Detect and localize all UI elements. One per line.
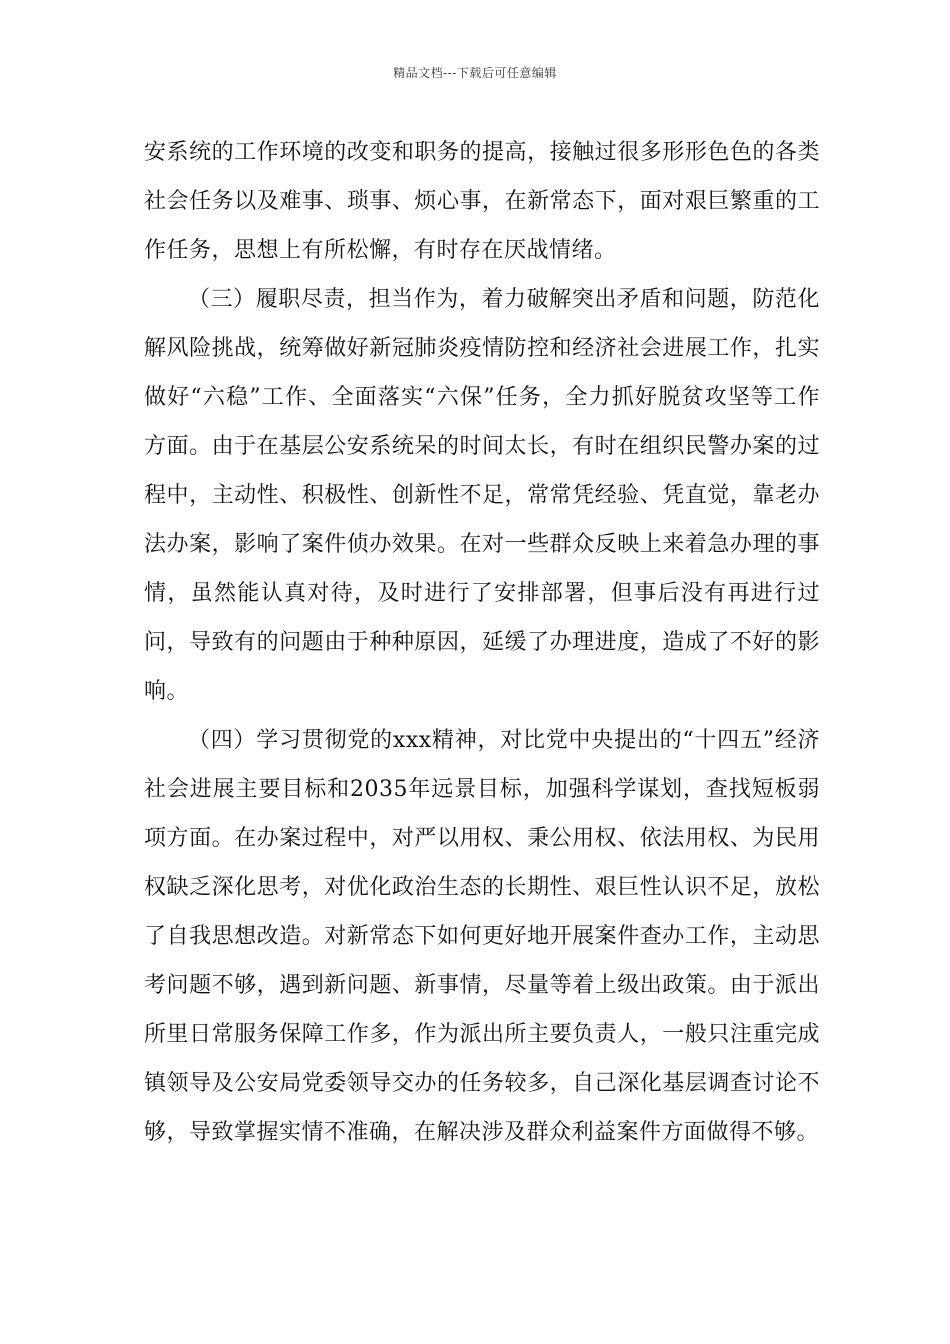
paragraph-1: 安系统的工作环境的改变和职务的提高，接触过很多形形色色的各类社会任务以及难事、琐事、烦心事，在新常态下，面对艰巨繁重的工作任务，思想上有所松懈，有时存在厌战情绪。 [144,140,820,263]
document-body [144,128,820,1157]
page-header: 精品文档---下载后可任意编辑 [393,66,557,80]
paragraph-2: （三）履职尽责，担当作为，着力破解突出矛盾和问题，防范化解风险挑战，统筹做好新冠肺炎疫情防控和经济社会进展工作，扎实做好“六稳”工作、全面落实“六保”任务，全力抓好脱贫攻坚等工作方面。由于在基层公安系统呆的时间太长，有时在组织民警办案的过程中，主动性、积极性、创新性不足，常常凭经验、凭直觉，靠老办法办案，影响了案件侦办效果。在对一些群众反映上来着急办理的事情，虽然能认真对待，及时进行了安排部署，但事后没有再进行过问，导致有的问题由于种种原因，延缓了办理进度，造成了不好的影响。 [144,287,820,704]
paragraph-3: （四）学习贯彻党的xxx精神，对比党中央提出的“十四五”经济社会进展主要目标和2035年远景目标，加强科学谋划，查找短板弱项方面。在办案过程中，对严以用权、秉公用权、依法用权、为民用权缺乏深化思考，对优化政治生态的长期性、艰巨性认识不足，放松了自我思想改造。对新常态下如何更好地开展案件查办工作，主动思考问题不够，遇到新问题、新事情，尽量等着上级出政策。由于派出所里日常服务保障工作多，作为派出所主要负责人，一般只注重完成镇领导及公安局党委领导交办的任务较多，自己深化基层调查讨论不够，导致掌握实情不准确，在解决涉及群众利益案件方面做得不够。 [144,728,820,1145]
